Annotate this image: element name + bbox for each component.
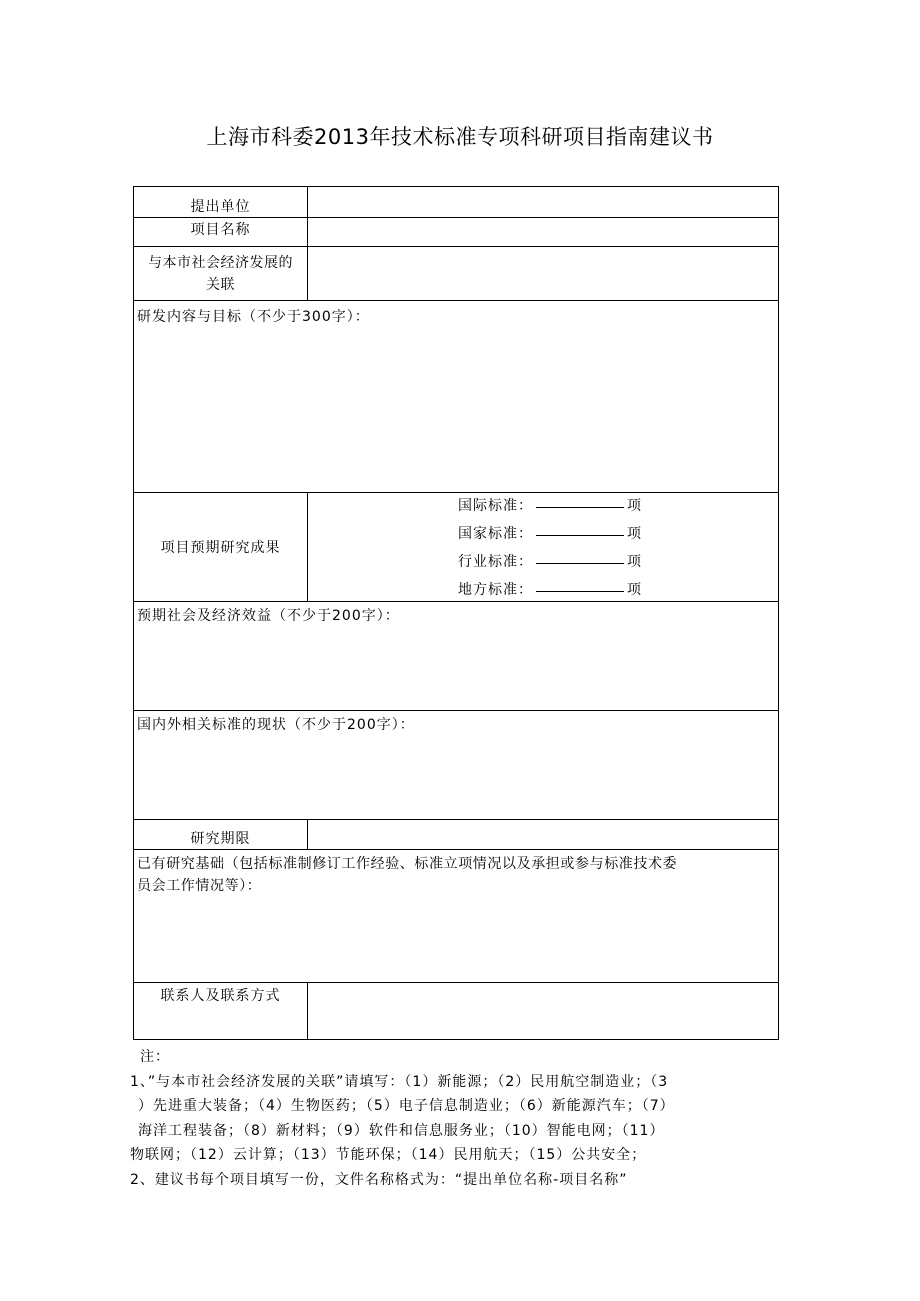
standard-name: 地方标准： <box>458 582 533 598</box>
benefit-label: 预期社会及经济效益（不少于200字）： <box>137 608 400 624</box>
relation-label <box>134 252 307 296</box>
period-label: 研究期限 <box>190 831 251 847</box>
contact-label: 联系人及联系方式 <box>160 988 281 1004</box>
basis-label <box>137 853 677 897</box>
standard-row <box>445 549 642 577</box>
standard-count-field[interactable] <box>536 493 624 508</box>
column-divider <box>307 187 308 300</box>
standard-count-field[interactable] <box>536 577 624 592</box>
standard-unit: 项 <box>627 554 642 570</box>
relation-label-line1: 与本市社会经济发展的 <box>148 255 293 271</box>
standard-count-field[interactable] <box>536 521 624 536</box>
page-title: 上海市科委2013年技术标准专项科研项目指南建议书 <box>206 125 714 149</box>
notes-line: 海洋工程装备；（8）新材料；（9）软件和信息服务业；（10）智能电网；（11） <box>138 1122 665 1139</box>
standard-unit: 项 <box>627 582 642 598</box>
notes-line: ）先进重大装备；（4）生物医药；（5）电子信息制造业；（6）新能源汽车；（7） <box>138 1098 675 1114</box>
notes-line: 物联网；（12）云计算；（13）节能环保；（14）民用航天；（15）公共安全； <box>130 1147 647 1163</box>
notes-line: 1、”与本市社会经济发展的关联”请填写：（1）新能源；（2）民用航空制造业；（3 <box>130 1073 669 1090</box>
standard-name: 国家标准： <box>458 526 533 542</box>
unit-label: 提出单位 <box>190 199 251 215</box>
notes-section <box>130 1045 790 1192</box>
standard-unit: 项 <box>627 498 642 514</box>
row-divider <box>134 982 778 983</box>
row-divider <box>134 300 778 301</box>
basis-label-line1: 已有研究基础（包括标准制修订工作经验、标准立项情况以及承担或参与标准技术委 <box>137 856 678 872</box>
standard-row <box>445 493 642 521</box>
standard-row <box>445 521 642 549</box>
notes-line: 2、建议书每个项目填写一份，文件名称格式为：“提出单位名称-项目名称” <box>130 1171 628 1188</box>
notes-heading: 注： <box>140 1049 170 1065</box>
status-label: 国内外相关标准的现状（不少于200字）： <box>137 717 415 733</box>
standard-row <box>445 577 642 605</box>
relation-label-line2: 关联 <box>206 277 235 293</box>
results-label: 项目预期研究成果 <box>160 540 281 556</box>
project-name-label: 项目名称 <box>190 222 251 238</box>
column-divider <box>307 982 308 1040</box>
content-label: 研发内容与目标（不少于300字）： <box>137 309 370 325</box>
standard-name: 行业标准： <box>458 554 533 570</box>
row-divider <box>134 246 778 247</box>
basis-label-line2: 员会工作情况等）： <box>137 878 262 894</box>
column-divider <box>307 492 308 601</box>
proposal-form-table <box>133 186 779 1040</box>
standard-name: 国际标准： <box>458 498 533 514</box>
standard-count-field[interactable] <box>536 549 624 564</box>
row-divider <box>134 819 778 820</box>
column-divider <box>307 819 308 849</box>
standard-unit: 项 <box>627 526 642 542</box>
row-divider <box>134 710 778 711</box>
